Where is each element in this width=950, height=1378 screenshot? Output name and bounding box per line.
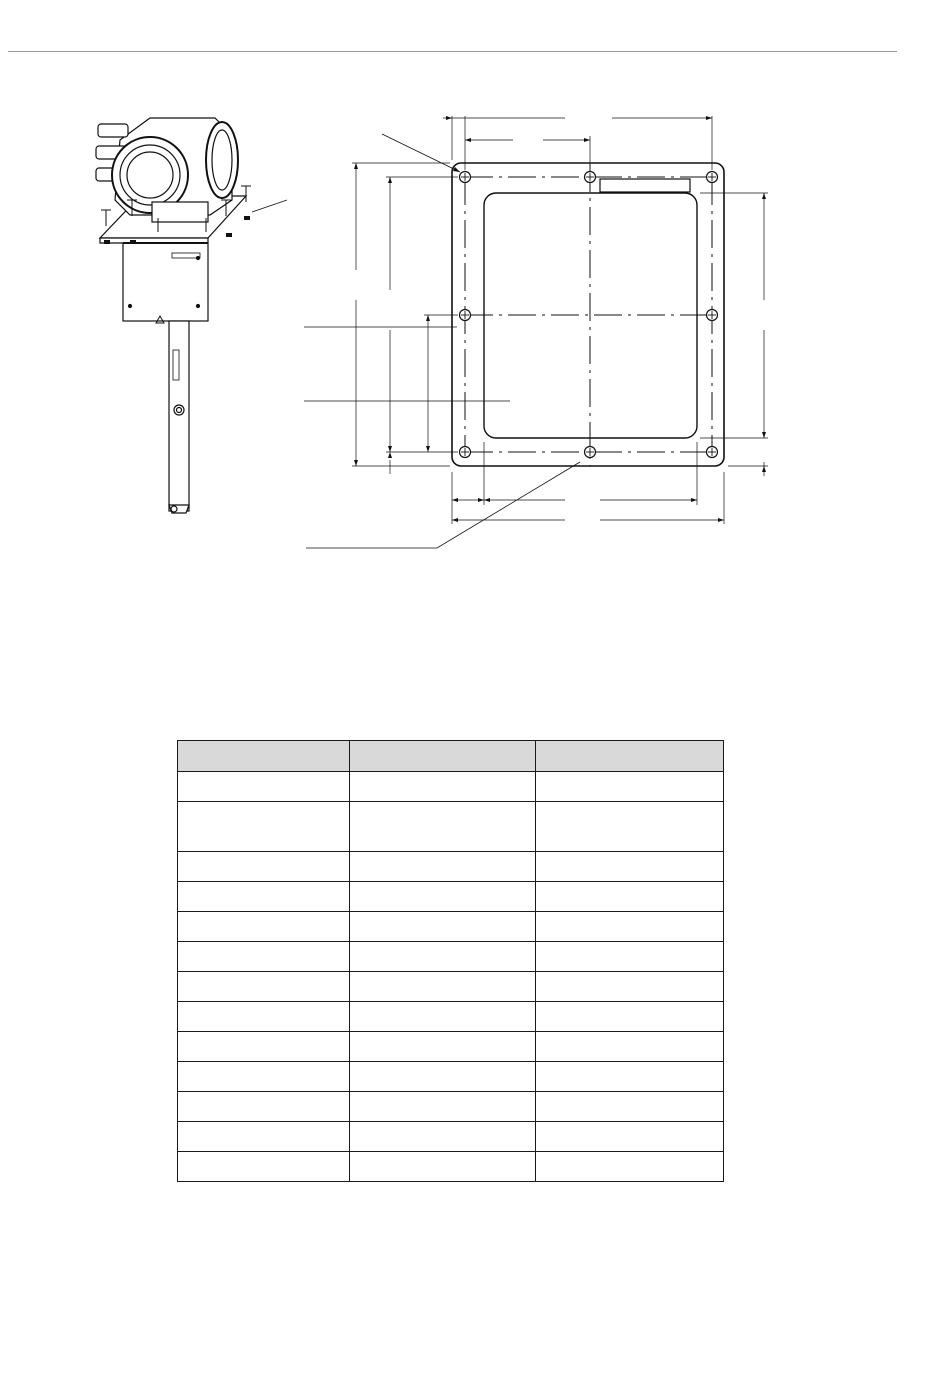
table-row <box>178 972 724 1002</box>
table-row <box>178 1062 724 1092</box>
table-cell <box>535 1092 723 1122</box>
column-header <box>178 741 350 772</box>
table-row <box>178 912 724 942</box>
dimensions-table <box>177 740 724 1182</box>
table-cell <box>178 912 350 942</box>
table-row <box>178 1152 724 1182</box>
table-cell <box>178 1002 350 1032</box>
table-cell <box>535 1032 723 1062</box>
table-cell <box>349 852 535 882</box>
table-cell <box>349 1032 535 1062</box>
table-cell <box>178 772 350 802</box>
table-cell <box>535 1122 723 1152</box>
table-row <box>178 1002 724 1032</box>
table-cell <box>535 942 723 972</box>
table-cell <box>349 1092 535 1122</box>
table-cell <box>535 772 723 802</box>
table-cell <box>178 1122 350 1152</box>
table-row <box>178 942 724 972</box>
transmitter-assembly-icon <box>96 118 287 513</box>
table-cell <box>349 1002 535 1032</box>
table-cell <box>349 1122 535 1152</box>
table-cell <box>178 1152 350 1182</box>
table-cell <box>535 1152 723 1182</box>
table-row <box>178 852 724 882</box>
table-cell <box>349 802 535 852</box>
table-row <box>178 1032 724 1062</box>
table-cell <box>178 802 350 852</box>
column-header <box>535 741 723 772</box>
table-cell <box>178 1092 350 1122</box>
table-row <box>178 1122 724 1152</box>
table-cell <box>535 882 723 912</box>
table-cell <box>178 882 350 912</box>
table-cell <box>178 1032 350 1062</box>
table-cell <box>349 882 535 912</box>
column-header <box>349 741 535 772</box>
table-header-row <box>178 741 724 772</box>
table-row <box>178 802 724 852</box>
mounting-plate-drawing-icon <box>304 116 768 548</box>
table-cell <box>349 772 535 802</box>
table-cell <box>349 942 535 972</box>
table-cell <box>349 1062 535 1092</box>
table-cell <box>349 1152 535 1182</box>
table-cell <box>349 972 535 1002</box>
table-cell <box>178 1062 350 1092</box>
table-cell <box>178 942 350 972</box>
table-cell <box>535 852 723 882</box>
table-cell <box>535 912 723 942</box>
table-row <box>178 772 724 802</box>
table-row <box>178 1092 724 1122</box>
table-cell <box>535 1062 723 1092</box>
table-cell <box>178 972 350 1002</box>
table-cell <box>178 852 350 882</box>
table-cell <box>535 972 723 1002</box>
header-rule <box>8 51 897 52</box>
table-cell <box>349 912 535 942</box>
installation-figure <box>0 90 950 570</box>
table-cell <box>535 1002 723 1032</box>
table-row <box>178 882 724 912</box>
table-cell <box>535 802 723 852</box>
